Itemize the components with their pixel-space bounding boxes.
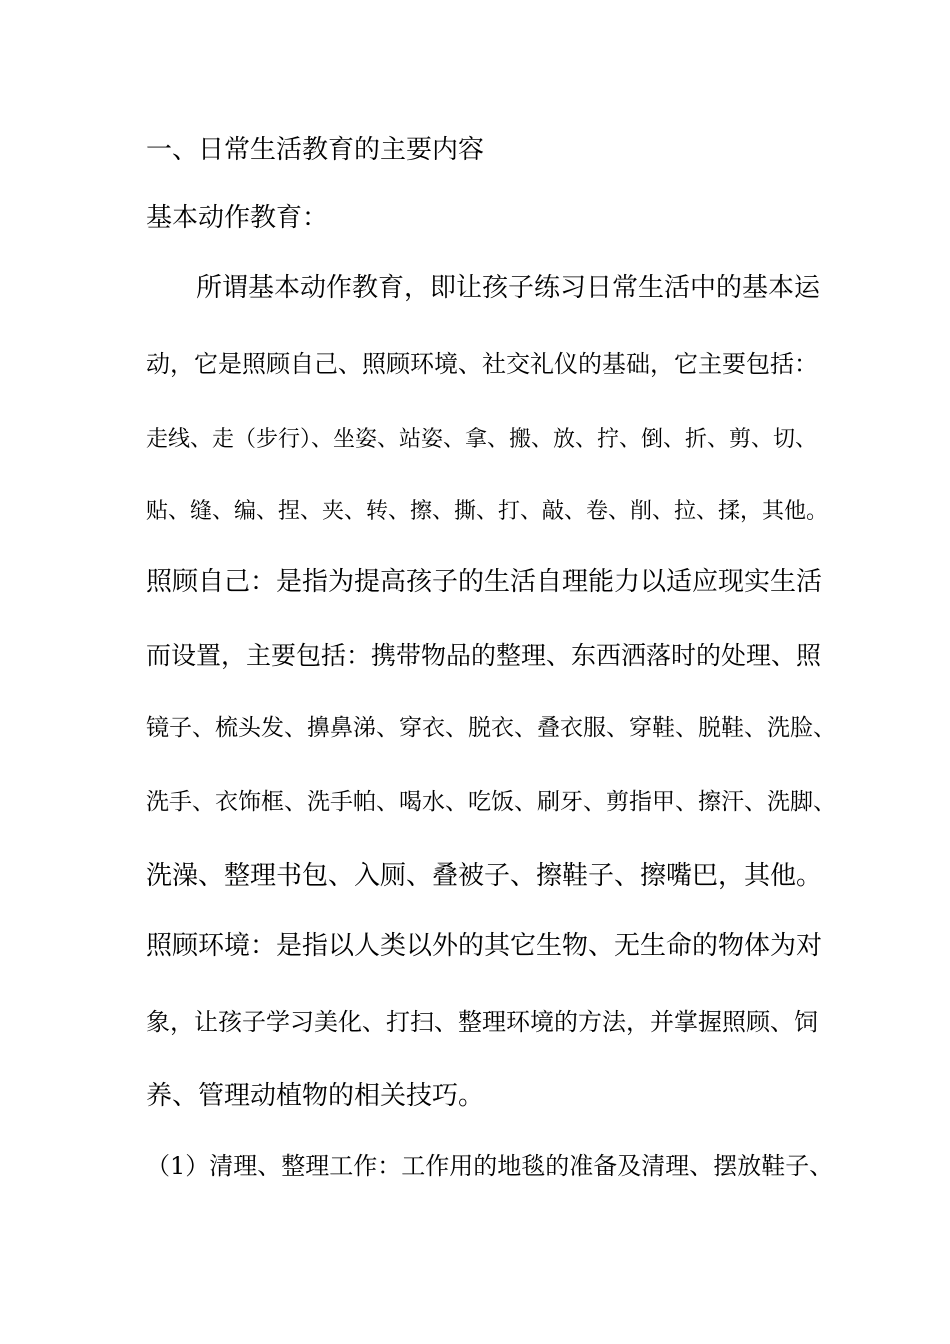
paragraph-line: 洗手、衣饰框、洗手帕、喝水、吃饭、刷牙、剪指甲、擦汗、洗脚、 <box>146 789 836 815</box>
paragraph-line: （1）清理、整理工作：工作用的地毯的准备及清理、摆放鞋子、 <box>146 1152 834 1180</box>
paragraph-line: 而设置，主要包括：携带物品的整理、东西洒落时的处理、照 <box>146 641 822 670</box>
paragraph-line: 洗澡、整理书包、入厕、叠被子、擦鞋子、擦嘴巴，其他。 <box>146 861 823 891</box>
paragraph-line: 贴、缝、编、捏、夹、转、擦、撕、打、敲、卷、削、拉、揉，其他。 <box>146 499 829 524</box>
paragraph-line: 照顾自己：是指为提高孩子的生活自理能力以适应现实生活 <box>146 567 823 597</box>
section-heading: 一、日常生活教育的主要内容 <box>146 135 485 165</box>
paragraph-line: 走线、走（步行）、坐姿、站姿、拿、搬、放、拧、倒、折、剪、切、 <box>146 427 818 452</box>
paragraph-line: 镜子、梳头发、擤鼻涕、穿衣、脱衣、叠衣服、穿鞋、脱鞋、洗脸、 <box>146 715 836 741</box>
paragraph-line: 照顾环境：是指以人类以外的其它生物、无生命的物体为对 <box>146 931 823 961</box>
paragraph-line: 所谓基本动作教育，即让孩子练习日常生活中的基本运 <box>196 273 821 303</box>
paragraph-line: 象，让孩子学习美化、打扫、整理环境的方法，并掌握照顾、饲 <box>146 1008 818 1036</box>
paragraph-line: 养、管理动植物的相关技巧。 <box>146 1081 485 1111</box>
paragraph-line: 动，它是照顾自己、照顾环境、社交礼仪的基础，它主要包括： <box>146 350 818 378</box>
subsection-heading: 基本动作教育： <box>146 203 329 233</box>
